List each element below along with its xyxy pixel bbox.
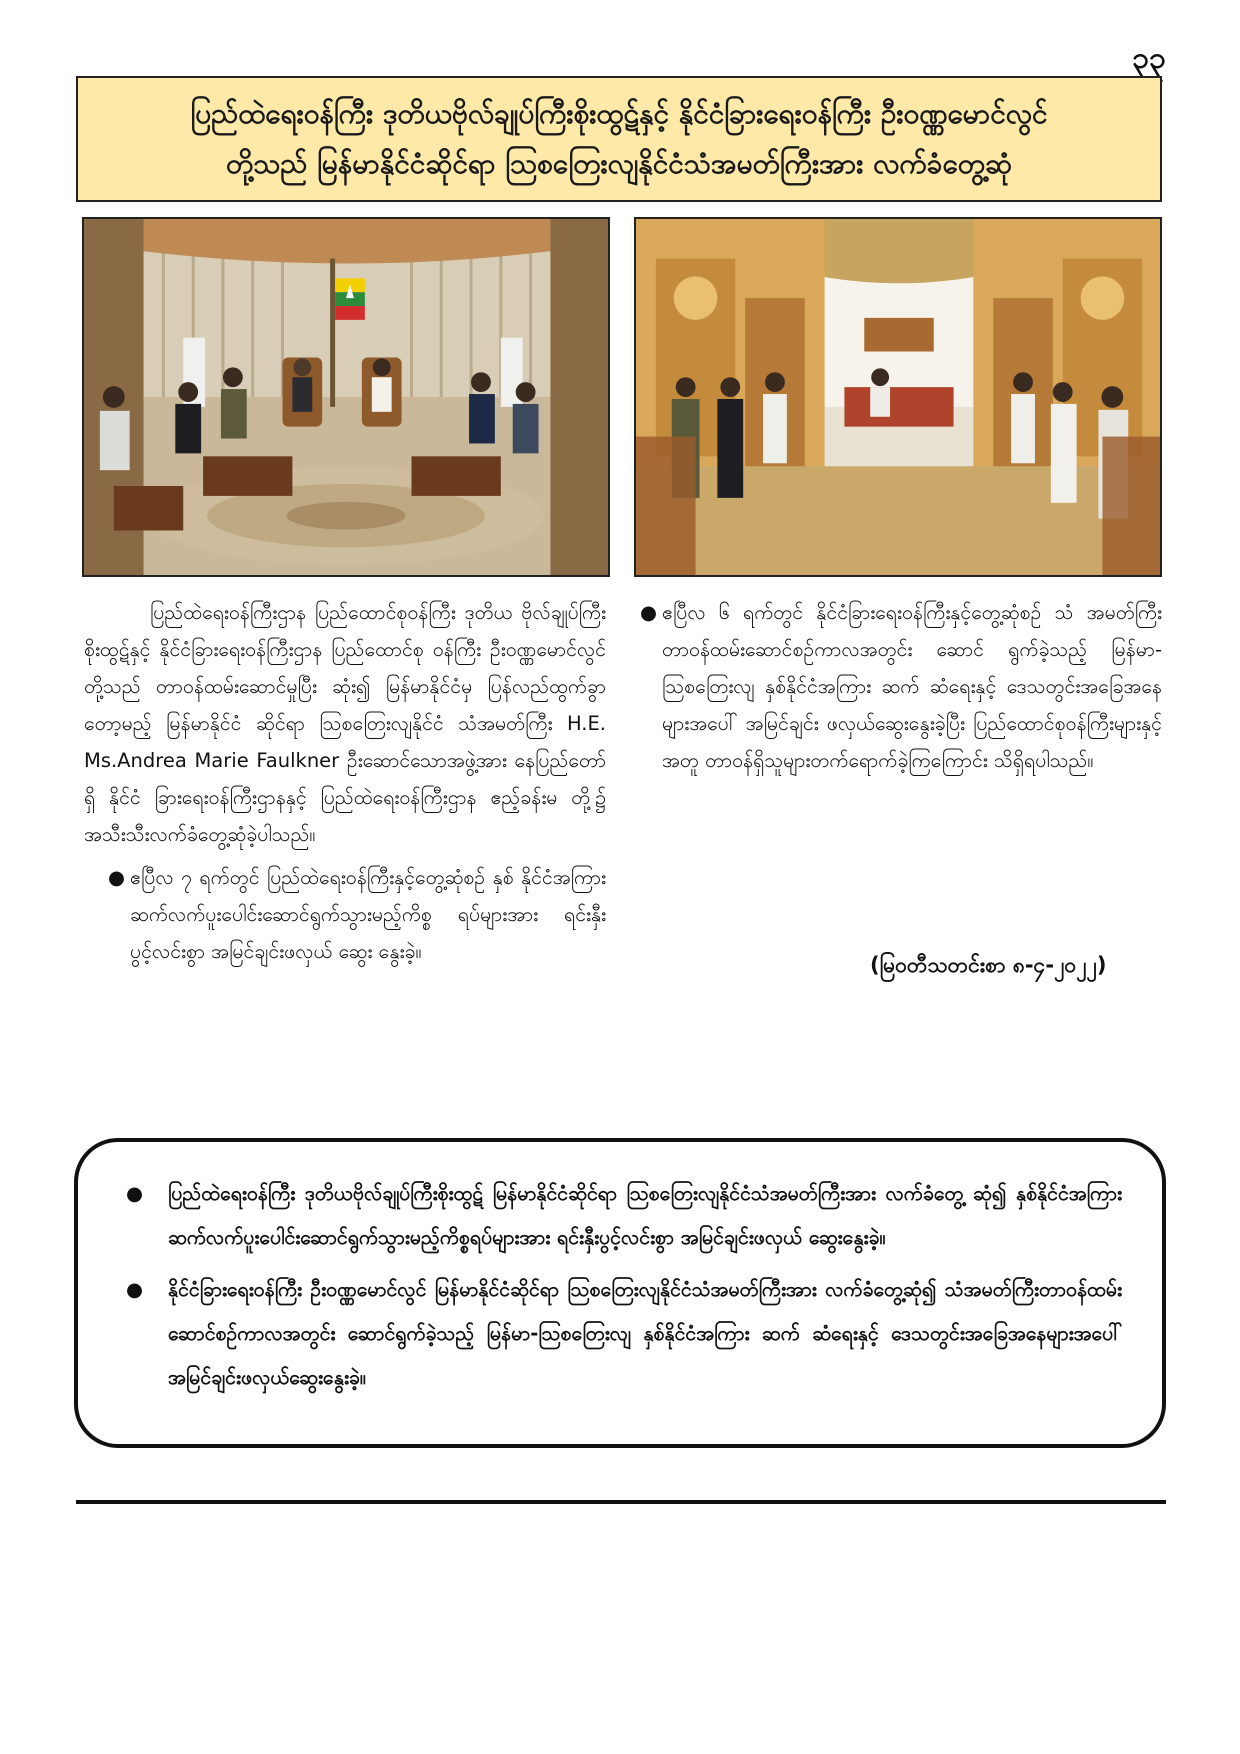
summary-text: ပြည်ထဲရေးဝန်ကြီး ဒုတိယဗိုလ်ချုပ်ကြီးစိုးထွဋ် မြန်မာနိုင်ငံဆိုင်ရာ ဩစတြေးလျနိုင်ငံသံအမတ်ကြီးအား လက်ခံတွေ့ ဆုံ၍ နှစ်နိုင်ငံအကြား ဆက်လက်ပူးပေါင်းဆောင်ရွက်သွားမည့်ကိစ္စရပ်များအား ရင်းနှီးပွင့်လင်းစွာ အမြင်ချင်းဖလှယ် ဆွေးနွေးခဲ့။ (168, 1182, 1122, 1249)
bullet-text: ဧပြီလ ၆ ရက်တွင် နိုင်ငံခြားရေးဝန်ကြီးနှင့်တွေ့ဆုံစဉ် သံ အမတ်ကြီး တာဝန်ထမ်းဆောင်စဉ်ကာလအတွင်း ဆောင် ရွက်ခဲ့သည့် မြန်မာ-ဩစတြေးလျ နှစ်နိုင်ငံအကြား ဆက် ဆံရေးနှင့် ဒေသတွင်းအခြေအနေများအပေါ် အမြင်ချင်း ဖလှယ်ဆွေးနွေးခဲ့ပြီး ပြည်ထောင်စုဝန်ကြီးများနှင့်အတူ တာဝန်ရှိသူများတက်ရောက်ခဲ့ကြကြောင်း သိရှိရပါသည်။ (662, 601, 1162, 772)
article-intro: ပြည်ထဲရေးဝန်ကြီးဌာန ပြည်ထောင်စုဝန်ကြီး ဒုတိယ ဗိုလ်ချုပ်ကြီး စိုးထွဋ်နှင့် နိုင်ငံခြားရေးဝန်ကြီးဌာန ပြည်ထောင်စု ဝန်ကြီး ဦးဝဏ္ဏမောင်လွင်တို့သည် တာဝန်ထမ်းဆောင်မှုပြီး ဆုံး၍ မြန်မာနိုင်ငံမှ ပြန်လည်ထွက်ခွာတော့မည့် မြန်မာနိုင်ငံ ဆိုင်ရာ ဩစတြေးလျနိုင်ငံ သံအမတ်ကြီး H.E. Ms.Andrea Marie Faulkner ဦးဆောင်သောအဖွဲ့အား နေပြည်တော်ရှိ နိုင်ငံ ခြားရေးဝန်ကြီးဌာနနှင့် ပြည်ထဲရေးဝန်ကြီးဌာန ဧည့်ခန်းမ တို့၌ အသီးသီးလက်ခံတွေ့ဆုံခဲ့ပါသည်။ (84, 601, 606, 846)
source-citation: (မြဝတီသတင်းစာ ၈-၄-၂၀၂၂) (870, 953, 1107, 977)
bullet-dot-icon: ● (108, 866, 126, 889)
summary-item (108, 1268, 1122, 1400)
bullet-item-left (104, 859, 606, 970)
article-right-column (636, 594, 1162, 779)
bullet-text: ဧပြီလ ၇ ရက်တွင် ပြည်ထဲရေးဝန်ကြီးနှင့်တွေ့ဆုံစဉ် နှစ် နိုင်ငံအကြား ဆက်လက်ပူးပေါင်းဆောင်ရွက်သွားမည့်ကိစ္စ ရပ်များအား ရင်းနှီးပွင့်လင်းစွာ အမြင်ချင်းဖလှယ် ဆွေး နွေးခဲ့။ (130, 866, 606, 963)
headline-line-1: ပြည်ထဲရေးဝန်ကြီး ဒုတိယဗိုလ်ချုပ်ကြီးစိုးထွဋ်နှင့် နိုင်ငံခြားရေးဝန်ကြီး ဦးဝဏ္ဏမောင်လွင် (190, 97, 1048, 130)
summary-text: နိုင်ငံခြားရေးဝန်ကြီး ဦးဝဏ္ဏမောင်လွင် မြန်မာနိုင်ငံဆိုင်ရာ ဩစတြေးလျနိုင်ငံသံအမတ်ကြီးအား လက်ခံတွေ့ဆုံ၍ သံအမတ်ကြီးတာဝန်ထမ်းဆောင်စဉ်ကာလအတွင်း ဆောင်ရွက်ခဲ့သည့် မြန်မာ-ဩစတြေးလျ နှစ်နိုင်ငံအကြား ဆက် ဆံရေးနှင့် ဒေသတွင်းအခြေအနေများအပေါ် အမြင်ချင်းဖလှယ်ဆွေးနွေးခဲ့။ (168, 1278, 1122, 1389)
meeting-photo-left (82, 217, 610, 577)
bullet-dot-icon: ● (126, 1278, 144, 1301)
bullet-dot-icon: ● (126, 1182, 144, 1205)
bullet-item-right (636, 594, 1162, 779)
summary-box (74, 1138, 1166, 1448)
meeting-photo-right (634, 217, 1162, 577)
headline-line-2: တို့သည် မြန်မာနိုင်ငံဆိုင်ရာ ဩစတြေးလျနိုင်ငံသံအမတ်ကြီးအား လက်ခံတွေ့ဆုံ (225, 147, 1013, 180)
summary-item (108, 1172, 1122, 1260)
bottom-divider (76, 1500, 1166, 1504)
article-left-column (84, 594, 606, 970)
page-number: ၃၃ (1132, 41, 1166, 76)
bullet-dot-icon: ● (640, 601, 658, 624)
headline-box (76, 76, 1162, 202)
